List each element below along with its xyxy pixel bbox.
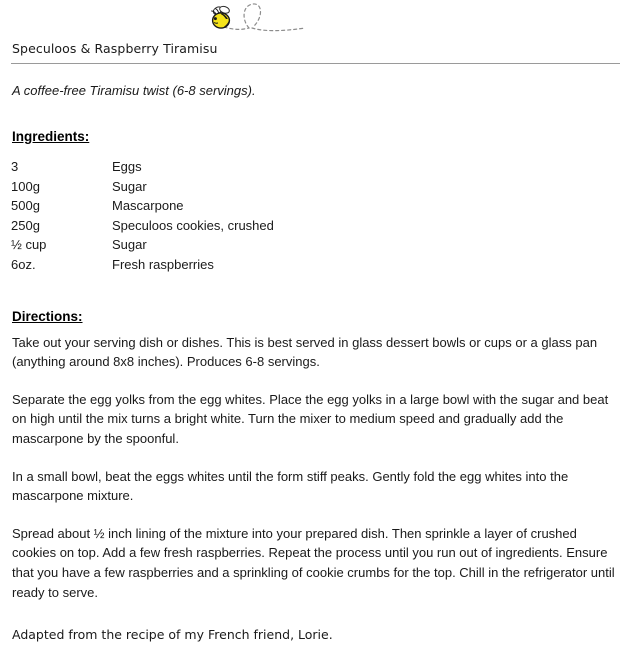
ingredient-name: Mascarpone <box>112 198 184 214</box>
ingredient-row <box>11 255 274 275</box>
ingredient-name: Speculoos cookies, crushed <box>112 217 274 233</box>
ingredient-quantity: 3 <box>11 159 19 174</box>
ingredient-row <box>11 177 274 197</box>
recipe-subtitle: A coffee-free Tiramisu twist (6-8 servings). <box>12 83 256 98</box>
header-decoration <box>11 0 620 40</box>
ingredient-name: Sugar <box>112 237 147 253</box>
direction-step: Separate the egg yolks from the egg whites. Place the egg yolks in a large bowl with the sugar and beat on high until the mix turns a bright white. Turn the mixer to medium speed and gradually add the mascarpone by the spoonful. <box>12 391 609 446</box>
ingredient-quantity: 500g <box>11 198 40 214</box>
ingredient-quantity: 100g <box>11 178 40 194</box>
ingredients-table <box>11 157 274 275</box>
ingredient-name: Sugar <box>112 178 147 194</box>
ingredient-quantity: 250g <box>11 217 40 233</box>
bee-with-flight-path-icon <box>205 1 315 39</box>
direction-step: Spread about ½ inch lining of the mixture into your prepared dish. Then sprinkle a layer of crushed cookies on top. Add a few fresh raspberries. Repeat the process until you run out of ingredients. Ensure that you have a few raspberries and a sprinkling of cookie crumbs for the top. Chill in the refrigerator until ready to serve. <box>12 525 615 600</box>
ingredient-name: Fresh raspberries <box>112 256 214 272</box>
title-divider <box>11 63 620 64</box>
ingredient-row <box>11 157 274 177</box>
recipe-title: Speculoos & Raspberry Tiramisu <box>12 41 218 56</box>
direction-step: Take out your serving dish or dishes. This is best served in glass dessert bowls or cups or a glass pan (anything around 8x8 inches). Produces 6-8 servings. <box>12 334 598 370</box>
ingredient-quantity: ½ cup <box>11 237 47 253</box>
ingredient-name: Eggs <box>112 159 142 174</box>
ingredient-row <box>11 196 274 216</box>
ingredient-row <box>11 235 274 255</box>
directions-heading: Directions: <box>12 308 83 324</box>
recipe-credit: Adapted from the recipe of my French friend, Lorie. <box>12 627 333 643</box>
ingredient-row <box>11 216 274 236</box>
directions-body <box>11 333 621 603</box>
ingredient-quantity: 6oz. <box>11 256 36 272</box>
direction-step: In a small bowl, beat the eggs whites until the form stiff peaks. Gently fold the egg whites into the mascarpone mixture. <box>12 468 569 504</box>
ingredients-heading: Ingredients: <box>12 129 90 144</box>
